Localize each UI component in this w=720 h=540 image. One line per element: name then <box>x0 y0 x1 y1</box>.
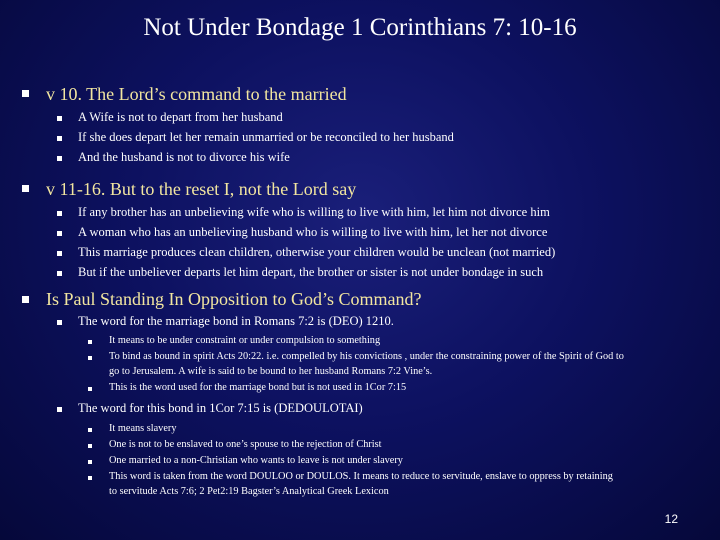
slide-title: Not Under Bondage 1 Corinthians 7: 10-16 <box>143 14 577 41</box>
bullet-square-icon <box>88 340 92 344</box>
page-number: 12 <box>664 512 678 526</box>
bullet-square-icon <box>57 407 62 412</box>
bullet-square-icon <box>57 156 62 161</box>
bullet-square-icon <box>88 356 92 360</box>
bullet-square-icon <box>22 90 29 97</box>
bullet-square-icon <box>57 231 62 236</box>
list-item: This marriage produces clean children, otherwise your children would be unclean (not married) <box>78 245 556 259</box>
list-item: This word is taken from the word DOULOO or DOULOS. It means to reduce to servitude, enslave to oppress by retaining <box>109 471 613 482</box>
bullet-square-icon <box>57 320 62 325</box>
bullet-square-icon <box>88 387 92 391</box>
bullet-square-icon <box>88 444 92 448</box>
list-item: If she does depart let her remain unmarried or be reconciled to her husband <box>78 130 454 144</box>
list-item: One is not to be enslaved to one’s spouse to the rejection of Christ <box>109 439 382 450</box>
subsection-dedoulotai: The word for this bond in 1Cor 7:15 is (DEDOULOTAI) <box>78 401 363 415</box>
bullet-square-icon <box>57 251 62 256</box>
bullet-square-icon <box>57 136 62 141</box>
bullet-square-icon <box>57 211 62 216</box>
bullet-square-icon <box>22 185 29 192</box>
bullet-square-icon <box>88 460 92 464</box>
list-item-continuation: go to Jerusalem. A wife is said to be bound to her husband Romans 7:2 Vine’s. <box>109 366 433 377</box>
list-item: But if the unbeliever departs let him depart, the brother or sister is not under bondage in such <box>78 265 544 279</box>
list-item: A woman who has an unbelieving husband who is willing to live with him, let her not divorce <box>78 225 548 239</box>
section-heading-v11-16: v 11-16. But to the reset I, not the Lord say <box>46 179 357 199</box>
list-item: One married to a non-Christian who wants to leave is not under slavery <box>109 455 403 466</box>
list-item-continuation: to servitude Acts 7:6; 2 Pet2:19 Bagster’s Analytical Greek Lexicon <box>109 486 389 497</box>
bullet-square-icon <box>88 476 92 480</box>
bullet-square-icon <box>22 296 29 303</box>
list-item: This is the word used for the marriage bond but is not used in 1Cor 7:15 <box>109 382 407 393</box>
bullet-square-icon <box>57 116 62 121</box>
list-item: It means slavery <box>109 423 177 434</box>
list-item: If any brother has an unbelieving wife who is willing to live with him, let him not divorce him <box>78 205 550 219</box>
section-heading-paul-question: Is Paul Standing In Opposition to God’s Command? <box>46 289 422 309</box>
list-item: It means to be under constraint or under compulsion to something <box>109 335 381 346</box>
list-item: To bind as bound in spirit Acts 20:22. i.e. compelled by his convictions , under the constraining power of the Spirit of God to <box>109 351 624 362</box>
list-item: And the husband is not to divorce his wife <box>78 150 290 164</box>
section-heading-v10: v 10. The Lord’s command to the married <box>46 84 347 104</box>
bullet-square-icon <box>57 271 62 276</box>
list-item: A Wife is not to depart from her husband <box>78 110 283 124</box>
subsection-deo: The word for the marriage bond in Romans 7:2 is (DEO) 1210. <box>78 314 394 328</box>
bullet-square-icon <box>88 428 92 432</box>
